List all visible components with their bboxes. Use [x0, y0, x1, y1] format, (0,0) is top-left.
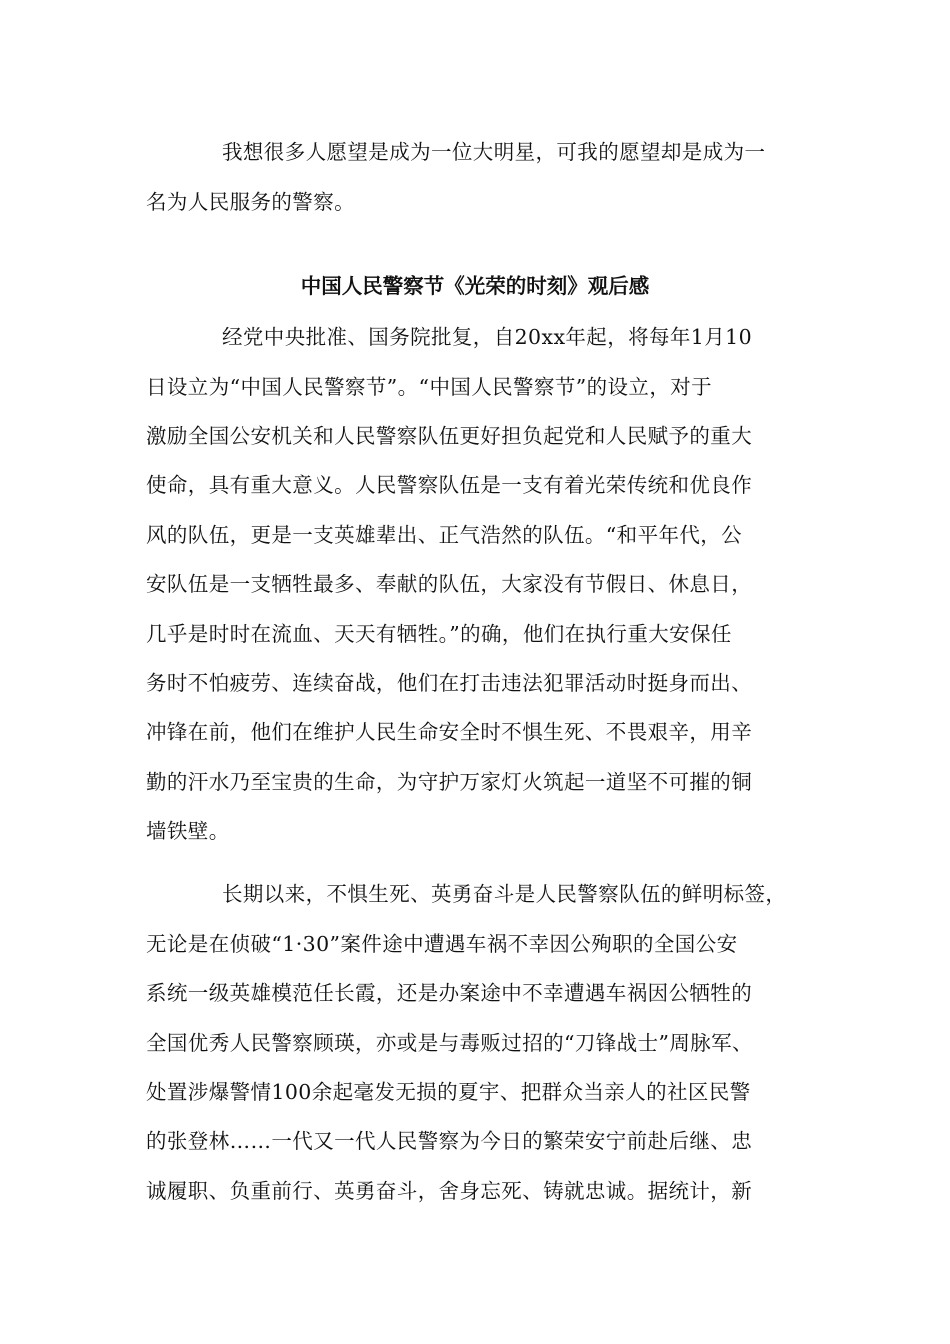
paragraph1-line-5: 风的队伍，更是一支英雄辈出、正气浩然的队伍。“和平年代，公: [146, 523, 743, 547]
paragraph2-line-6: 的张登林……一代又一代人民警察为今日的繁荣安宁前赴后继、忠: [146, 1129, 753, 1153]
paragraph2-line-1: 长期以来，不惧生死、英勇奋斗是人民警察队伍的鲜明标签，: [222, 882, 787, 906]
intro-line-1: 我想很多人愿望是成为一位大明星，可我的愿望却是成为一: [222, 140, 766, 164]
paragraph1-line-3: 激励全国公安机关和人民警察队伍更好担负起党和人民赋予的重大: [146, 424, 753, 448]
article-title: 中国人民警察节《光荣的时刻》观后感: [300, 274, 650, 298]
paragraph2-line-7: 诚履职、负重前行、英勇奋斗，舍身忘死、铸就忠诚。据统计，新: [146, 1179, 753, 1203]
paragraph1-line-1: 经党中央批准、国务院批复，自20xx年起，将每年1月10: [222, 325, 753, 349]
paragraph1-line-11: 墙铁壁。: [146, 819, 230, 843]
paragraph1-line-9: 冲锋在前，他们在维护人民生命安全时不惧生死、不畏艰辛，用辛: [146, 720, 753, 744]
intro-line-2: 名为人民服务的警察。: [146, 190, 355, 214]
paragraph1-line-4: 使命，具有重大意义。人民警察队伍是一支有着光荣传统和优良作: [146, 473, 753, 497]
paragraph1-line-6: 安队伍是一支牺牲最多、奉献的队伍，大家没有节假日、休息日，: [146, 572, 753, 596]
paragraph2-line-3: 系统一级英雄模范任长霞，还是办案途中不幸遭遇车祸因公牺牲的: [146, 981, 753, 1005]
paragraph2-line-5: 处置涉爆警情100余起毫发无损的夏宇、把群众当亲人的社区民警: [146, 1080, 751, 1104]
paragraph2-line-2: 无论是在侦破“1·30”案件途中遭遇车祸不幸因公殉职的全国公安: [146, 932, 738, 956]
paragraph1-line-8: 务时不怕疲劳、连续奋战，他们在打击违法犯罪活动时挺身而出、: [146, 671, 753, 695]
paragraph1-line-7: 几乎是时时在流血、天天有牺牲。”的确，他们在执行重大安保任: [146, 622, 732, 646]
paragraph2-line-4: 全国优秀人民警察顾瑛，亦或是与毒贩过招的“刀锋战士”周脉军、: [146, 1031, 753, 1055]
paragraph1-line-2: 日设立为“中国人民警察节”。“中国人民警察节”的设立，对于: [146, 375, 713, 399]
paragraph1-line-10: 勤的汗水乃至宝贵的生命，为守护万家灯火筑起一道坚不可摧的铜: [146, 770, 753, 794]
